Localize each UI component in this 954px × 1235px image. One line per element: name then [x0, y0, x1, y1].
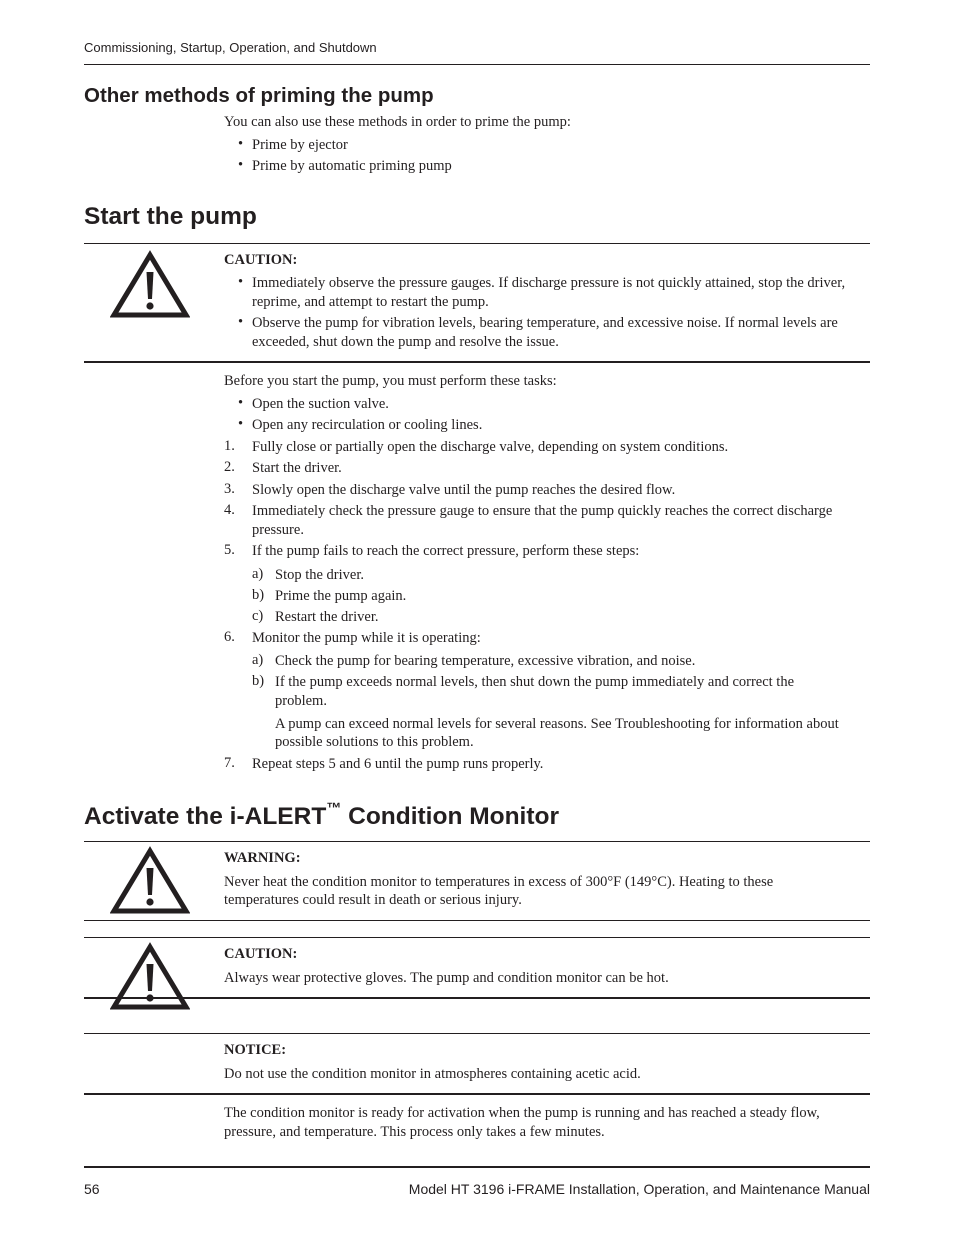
caution-label: CAUTION:: [224, 252, 298, 268]
caution-label: CAUTION:: [224, 946, 298, 962]
list-item: Prime by automatic priming pump: [252, 158, 452, 174]
notice-text: Do not use the condition monitor in atmospheres containing acetic acid.: [224, 1066, 641, 1082]
section-title-priming: Other methods of priming the pump: [84, 84, 434, 107]
warning-triangle-icon: [110, 250, 190, 320]
substep-letter: c): [252, 608, 264, 624]
header-rule: [84, 64, 870, 65]
notice-bottom-rule: [84, 1093, 870, 1095]
substep-letter: b): [252, 587, 265, 603]
section-title-start: Start the pump: [84, 203, 257, 230]
warning-triangle-icon: [110, 942, 190, 1012]
step-number: 4.: [224, 502, 235, 518]
substep-text: Restart the driver.: [275, 609, 379, 625]
warning-top-rule: [84, 841, 870, 842]
bullet-marker: •: [238, 274, 244, 290]
page-number: 56: [84, 1181, 100, 1197]
step-number: 7.: [224, 755, 235, 771]
warning-bottom-rule: [84, 920, 870, 921]
caution-item-cont: exceeded, shut down the pump and resolve the issue.: [252, 334, 559, 350]
section-title-activate: [84, 800, 559, 831]
substep-letter: a): [252, 652, 264, 668]
caution-top-rule: [84, 937, 870, 938]
substep-text: Check the pump for bearing temperature, excessive vibration, and noise.: [275, 653, 696, 669]
step-number: 6.: [224, 629, 235, 645]
bullet-marker: •: [238, 416, 244, 432]
closing-paragraph: The condition monitor is ready for activation when the pump is running and has reached a steady flow,: [224, 1105, 820, 1121]
bullet-marker: •: [238, 395, 244, 411]
notice-top-rule: [84, 1033, 870, 1034]
title-text: Activate the i-ALERT: [84, 803, 327, 830]
trademark-mark: ™: [326, 800, 342, 817]
substep-note-cont: possible solutions to this problem.: [275, 734, 474, 750]
list-item: Open any recirculation or cooling lines.: [252, 417, 483, 433]
caution-item-cont: reprime, and attempt to restart the pump.: [252, 294, 489, 310]
bullet-marker: •: [238, 136, 244, 152]
caution-bottom-rule: [84, 361, 870, 363]
substep-letter: b): [252, 673, 265, 689]
step-text: Fully close or partially open the discharge valve, depending on system conditions.: [252, 439, 729, 455]
title-text: Condition Monitor: [341, 803, 560, 830]
step-text: Monitor the pump while it is operating:: [252, 630, 481, 646]
substep-letter: a): [252, 566, 264, 582]
step-text: Immediately check the pressure gauge to ensure that the pump quickly reaches the correct discharge: [252, 503, 833, 519]
substep-text: Prime the pump again.: [275, 588, 407, 604]
list-item: Open the suction valve.: [252, 396, 389, 412]
caution-item: Observe the pump for vibration levels, bearing temperature, and excessive noise. If normal levels are: [252, 315, 838, 331]
priming-intro: You can also use these methods in order to prime the pump:: [224, 114, 571, 130]
list-item: Prime by ejector: [252, 137, 348, 153]
step-number: 5.: [224, 542, 235, 558]
substep-text-cont: problem.: [275, 693, 327, 709]
step-text: Slowly open the discharge valve until the pump reaches the desired flow.: [252, 482, 676, 498]
step-text-cont: pressure.: [252, 522, 304, 538]
step-number: 2.: [224, 459, 235, 475]
notice-label: NOTICE:: [224, 1042, 287, 1058]
step-number: 1.: [224, 438, 235, 454]
warning-triangle-icon: [110, 846, 190, 916]
caution-bottom-rule: [84, 997, 870, 999]
caution-item: Immediately observe the pressure gauges. If discharge pressure is not quickly attained, stop the driver,: [252, 275, 846, 291]
step-text: Repeat steps 5 and 6 until the pump runs properly.: [252, 756, 544, 772]
running-header: Commissioning, Startup, Operation, and Shutdown: [84, 40, 377, 55]
warning-text-cont: temperatures could result in death or serious injury.: [224, 892, 522, 908]
caution-text: Always wear protective gloves. The pump and condition monitor can be hot.: [224, 970, 669, 986]
warning-text: Never heat the condition monitor to temperatures in excess of 300°F (149°C). Heating to these: [224, 874, 774, 890]
warning-label: WARNING:: [224, 850, 301, 866]
bullet-marker: •: [238, 314, 244, 330]
step-text: If the pump fails to reach the correct pressure, perform these steps:: [252, 543, 640, 559]
substep-text: Stop the driver.: [275, 567, 365, 583]
bullet-marker: •: [238, 157, 244, 173]
closing-paragraph-cont: pressure, and temperature. This process only takes a few minutes.: [224, 1124, 605, 1140]
start-intro: Before you start the pump, you must perform these tasks:: [224, 373, 557, 389]
substep-text: If the pump exceeds normal levels, then shut down the pump immediately and correct the: [275, 674, 795, 690]
manual-title: Model HT 3196 i-FRAME Installation, Operation, and Maintenance Manual: [408, 1181, 870, 1197]
caution-top-rule: [84, 243, 870, 244]
step-text: Start the driver.: [252, 460, 342, 476]
step-number: 3.: [224, 481, 235, 497]
footer-rule: [84, 1166, 870, 1168]
substep-note: A pump can exceed normal levels for several reasons. See Troubleshooting for information about: [275, 716, 839, 732]
